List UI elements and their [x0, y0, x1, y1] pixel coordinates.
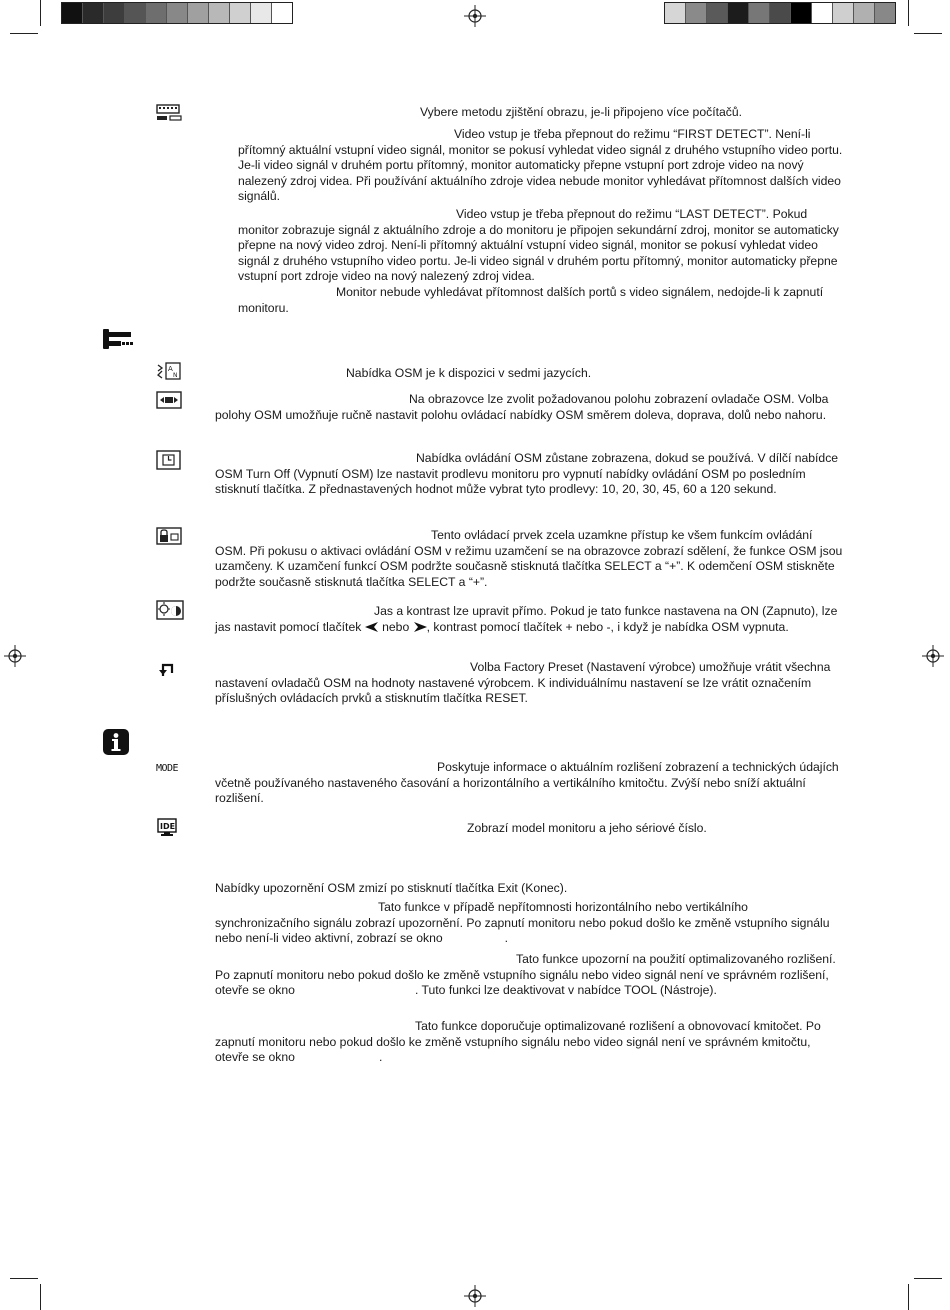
color-swatch: [167, 3, 188, 23]
color-swatch: [812, 3, 833, 23]
left-arrow-icon: [365, 622, 379, 632]
language-icon: [156, 362, 182, 380]
color-calibration-bar-left: [61, 2, 293, 24]
color-swatch: [770, 3, 791, 23]
mode-icon: [156, 761, 182, 773]
color-swatch: [875, 3, 895, 23]
display-mode-text: Poskytuje informace o aktuálním rozlišení zobrazení a technických údajích včetně používaného nastaveného časování a horizontálního a vertikálního kmitočtu. Zvýší nebo sníží aktuální rozlišení.: [215, 760, 839, 806]
keyboard-monitor-icon: [156, 104, 182, 122]
crop-mark: [40, 1284, 41, 1310]
color-swatch: [749, 3, 770, 23]
hot-key-paragraph: [215, 604, 845, 635]
color-swatch: [209, 3, 230, 23]
osm-position-icon: [156, 391, 182, 409]
right-arrow-icon: [413, 622, 427, 632]
osm-turn-off-text: Nabídka ovládání OSM zůstane zobrazena, dokud se používá. V dílčí nabídce OSM Turn Off (Vypnutí OSM) lze nastavit prodlevu monitoru pro vypnutí nabídky ovládání OSM po posledním stisknutí tlačítka. Z přednastavených hodnot může vybrat tyto prodlevy: 10, 20, 30, 45, 60 a 120 sekund.: [215, 451, 839, 497]
osm-turn-off-paragraph: [215, 451, 845, 498]
frequency-text: Tato funkce doporučuje optimalizované rozlišení a obnovovací kmitočet. Po zapnutí monitoru nebo pokud došlo ke změně vstupního signálu nebo video signál není ve správném kmitočtu, otevře se okno: [215, 1019, 821, 1065]
color-swatch: [251, 3, 272, 23]
wrench-icon: [103, 327, 133, 351]
hot-key-nebo: nebo: [382, 619, 410, 634]
crop-mark: [40, 0, 41, 26]
resolution-notifier-text-b: . Tuto funkci lze deaktivovat v nabídce TOOL (Nástroje).: [414, 983, 717, 998]
color-swatch: [686, 3, 707, 23]
osm-position-paragraph: [215, 392, 845, 423]
resolution-notifier-paragraph: [215, 952, 845, 999]
none-detect-paragraph: [238, 285, 846, 316]
factory-preset-paragraph: [215, 660, 845, 707]
color-swatch: [146, 3, 167, 23]
svg-text:N: N: [173, 372, 178, 379]
none-detect-text: Monitor nebude vyhledávat přítomnost dalších portů s video signálem, nedojde-li k zapnutí monitoru.: [238, 285, 824, 315]
monitor-info-icon: [156, 818, 178, 838]
registration-mark-icon: [464, 1285, 486, 1307]
registration-mark-icon: [4, 645, 26, 667]
monitor-info-text: Zobrazí model monitoru a jeho sériové číslo.: [467, 821, 707, 835]
color-swatch: [728, 3, 749, 23]
frequency-period: .: [378, 1050, 383, 1065]
crop-mark: [10, 1278, 38, 1279]
color-swatch: [665, 3, 686, 23]
no-sync-paragraph: [215, 900, 845, 947]
color-swatch: [854, 3, 875, 23]
registration-mark-icon: [464, 5, 486, 27]
svg-text:MODE: MODE: [156, 763, 179, 773]
registration-mark-icon: [922, 645, 944, 667]
last-detect-paragraph: [238, 207, 846, 285]
video-detect-intro: Vybere metodu zjištění obrazu, je-li připojeno více počítačů.: [420, 105, 743, 119]
factory-preset-text: Volba Factory Preset (Nastavení výrobce) umožňuje vrátit všechna nastavení ovladačů OSM na hodnoty nastavené výrobcem. K individuálnímu nastavení se lze vrátit označením příslušných ovládacích prvků a stisknutím tlačítka RESET.: [215, 660, 831, 706]
color-swatch: [272, 3, 292, 23]
svg-text:A: A: [168, 365, 173, 373]
osm-lock-out-paragraph: [215, 528, 845, 590]
first-detect-text: Video vstup je třeba přepnout do režimu “FIRST DETECT”. Není-li přítomný aktuální vstupní video signál, monitor se pokusí vyhledat video signál z druhého vstupního video portu. Je-li video signál v druhém portu přítomný, monitor automaticky přepne vstupní port zdroje video na nový nalezený zdroj videa. Při používání aktuálního zdroje videa nebude monitor vyhledávat přítomnost dalších video signálů.: [238, 127, 843, 204]
color-swatch: [833, 3, 854, 23]
no-sync-text: Tato funkce v případě nepřítomnosti horizontálního nebo vertikálního synchronizačního signálu zobrazí upozornění. Po zapnutí monitoru nebo pokud došlo ke změně vstupního signálu nebo není-li video aktivní, zobrazí se okno: [215, 900, 830, 946]
osm-warning-intro: Nabídky upozornění OSM zmizí po stisknutí tlačítka Exit (Konec).: [215, 881, 568, 895]
no-sync-period: .: [504, 931, 509, 946]
color-swatch: [125, 3, 146, 23]
display-mode-paragraph: [215, 760, 845, 807]
information-icon: [103, 729, 129, 755]
hot-key-icon: [156, 600, 184, 620]
color-swatch: [791, 3, 812, 23]
last-detect-text: Video vstup je třeba přepnout do režimu “LAST DETECT”. Pokud monitor zobrazuje signál z aktuálního zdroje a do monitoru je připojen sekundární zdroj, monitor se automaticky přepne na nový video zdroj. Není-li přítomný aktuální vstupní video signál, monitor se pokusí vyhledat video signál z druhého vstupního video portu. Je-li video signál v druhém portu přítomný, monitor automaticky přepne vstupní port zdroje video na nový nalezený zdroj videa.: [238, 207, 839, 284]
svg-text:IDE: IDE: [160, 822, 176, 831]
color-calibration-bar-right: [664, 2, 896, 24]
hot-key-text-a: Jas a kontrast lze upravit přímo. Pokud je tato funkce nastavena na ON (Zapnuto), lze jas nastavit pomocí tlačítek: [215, 604, 838, 634]
osm-lock-icon: [156, 527, 182, 545]
color-swatch: [104, 3, 125, 23]
color-swatch: [707, 3, 728, 23]
first-detect-paragraph: [238, 127, 846, 205]
frequency-paragraph: [215, 1019, 845, 1066]
resolution-notifier-text-a: Tato funkce upozorní na použití optimalizovaného rozlišení. Po zapnutí monitoru nebo pokud došlo ke změně vstupního signálu nebo video signál není ve správném rozlišení, otevře se okno: [215, 952, 836, 998]
hot-key-text-b: , kontrast pomocí tlačítek + nebo -, i když je nabídka OSM vypnuta.: [426, 619, 789, 634]
language-text: Nabídka OSM je k dispozici v sedmi jazycích.: [346, 366, 592, 380]
osm-lock-out-text: Tento ovládací prvek zcela uzamkne přístup ke všem funkcím ovládání OSM. Při pokusu o aktivaci ovládání OSM v režimu uzamčení se na obrazovce zobrazí sdělení, že funkce OSM jsou uzamčeny. K uzamčení funkcí OSM podržte současně stisknutá tlačítka SELECT a “+”. K odemčení OSM stiskněte podržte současně stisknutá tlačítka SELECT a “+”.: [215, 528, 843, 589]
color-swatch: [188, 3, 209, 23]
osm-position-text: Na obrazovce lze zvolit požadovanou polohu zobrazení ovladače OSM. Volba polohy OSM umožňuje ručně nastavit polohu ovládací nabídky OSM směrem doleva, doprava, dolů nebo nahoru.: [215, 392, 829, 422]
osm-timer-icon: [156, 450, 182, 470]
crop-mark: [914, 1278, 942, 1279]
color-swatch: [83, 3, 104, 23]
reset-arrow-icon: [158, 660, 176, 678]
crop-mark: [914, 33, 942, 34]
crop-mark: [10, 33, 38, 34]
color-swatch: [230, 3, 251, 23]
crop-mark: [908, 0, 909, 26]
crop-mark: [908, 1284, 909, 1310]
color-swatch: [62, 3, 83, 23]
